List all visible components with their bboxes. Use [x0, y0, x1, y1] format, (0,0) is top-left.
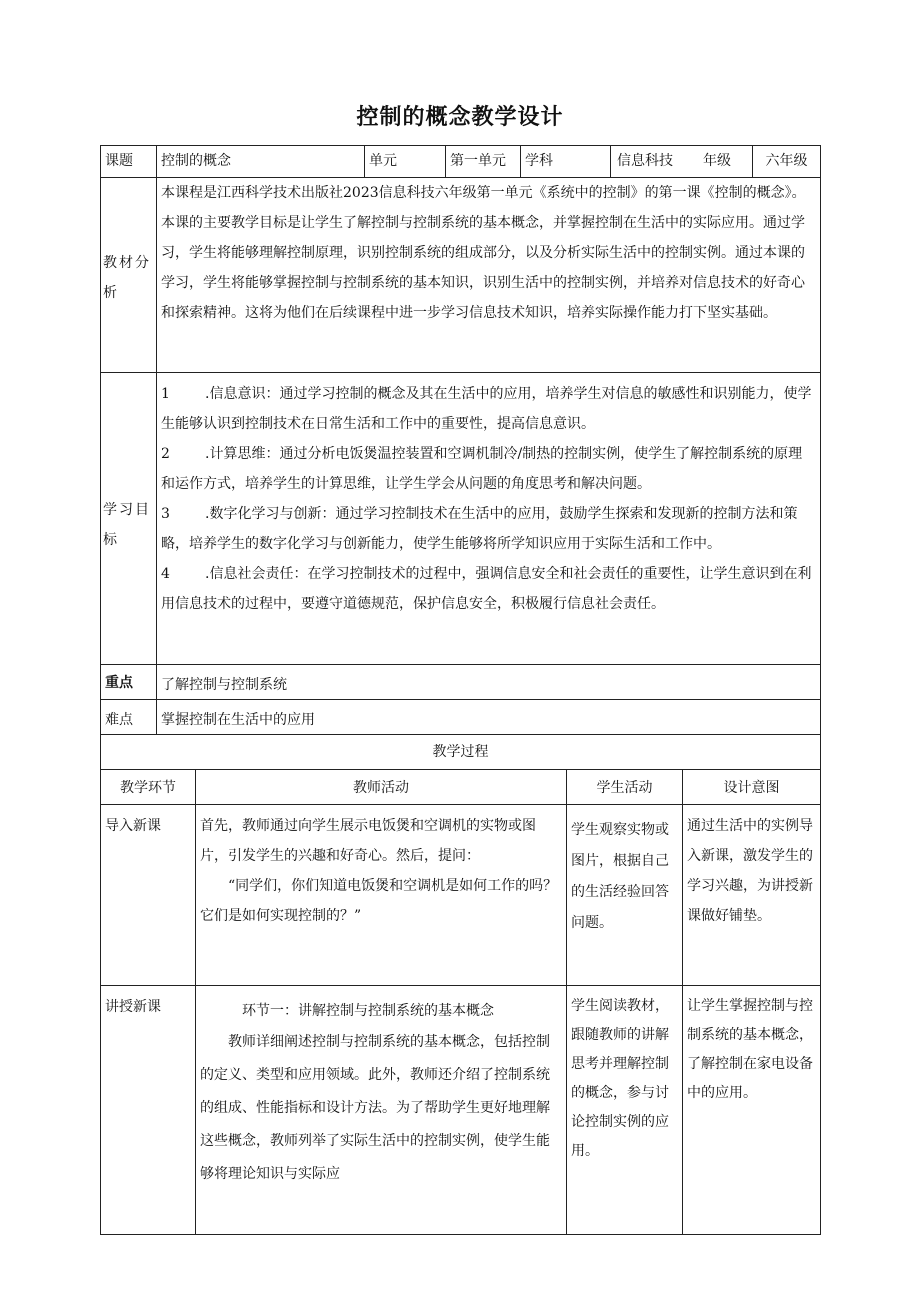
objectives-cell: [156, 372, 821, 665]
teacher-text: 首先，教师通过向学生展示电饭煲和空调机的实物或图片，引发学生的兴趣和好奇心。然后，提问：: [200, 818, 536, 864]
material-label-cell: [100, 177, 157, 373]
material-label: 教材分析: [103, 255, 151, 301]
teacher-text: 环节一：讲解控制与控制系统的基本概念: [242, 1003, 494, 1019]
lesson-label: 课题: [100, 145, 157, 178]
difficulty-value: 掌握控制在生活中的应用: [156, 699, 821, 735]
objective-item: 4 .信息社会责任：在学习控制技术的过程中，强调信息安全和社会责任的重要性，让学生意识到在利用信息技术的过程中，要遵守道德规范，保护信息安全，积极履行信息社会责任。: [161, 566, 812, 612]
subject-label: 学科: [520, 145, 611, 178]
key-point-value: 了解控制与控制系统: [156, 664, 821, 700]
table-row-student: 学生观察实物或图片，根据自己的生活经验回答问题。: [566, 804, 683, 986]
objective-item: 1 .信息意识：通过学习控制的概念及其在生活中的应用，培养学生对信息的敏感性和识别能力，使学生能够认识到控制技术在日常生活和工作中的重要性，提高信息意识。: [161, 386, 812, 432]
table-row-intent: 让学生掌握控制与控制系统的基本概念，了解控制在家电设备中的应用。: [682, 985, 821, 1235]
document-title: 控制的概念教学设计: [356, 105, 564, 130]
col-student-header: 学生活动: [566, 769, 683, 805]
unit-value: 第一单元: [445, 145, 521, 178]
col-teacher-header: 教师活动: [195, 769, 567, 805]
teacher-text: “同学们，你们知道电饭煲和空调机是如何工作的吗？它们是如何实现控制的？”: [200, 878, 558, 924]
table-row-stage: 导入新课: [100, 804, 196, 986]
table-row-teacher: [195, 804, 567, 986]
teacher-text: 教师详细阐述控制与控制系统的基本概念，包括控制的定义、类型和应用领域。此外，教师还介绍了控制系统的组成、性能指标和设计方法。为了帮助学生更好地理解这些概念，教师列举了实际生活中的控制实例，使学生能够将理论知识与实际应: [200, 1034, 550, 1182]
table-row-student: 学生阅读教材，跟随教师的讲解思考并理解控制的概念，参与讨论控制实例的应用。: [566, 985, 683, 1235]
grade-value: 六年级: [752, 145, 821, 178]
table-row-teacher: [195, 985, 567, 1235]
grade-label: 年级: [703, 153, 731, 169]
objectives-label-cell: [100, 372, 157, 665]
table-row-stage: 讲授新课: [100, 985, 196, 1235]
col-intent-header: 设计意图: [682, 769, 821, 805]
lesson-value: 控制的概念: [156, 145, 365, 178]
material-text: 本课程是江西科学技术出版社2023信息科技六年级第一单元《系统中的控制》的第一课《控制的概念》。本课的主要教学目标是让学生了解控制与控制系统的基本概念，并掌握控制在生活中的实际应用。通过学习，学生将能够理解控制原理，识别控制系统的组成部分，以及分析实际生活中的控制实例。通过本课的学习，学生将能够掌握控制与控制系统的基本知识，识别生活中的控制实例，并培养对信息技术的好奇心和探索精神。这将为他们在后续课程中进一步学习信息技术知识，培养实际操作能力打下坚实基础。: [156, 177, 821, 373]
objectives-label: 学习目标: [103, 502, 151, 548]
objective-item: 3 .数字化学习与创新：通过学习控制技术在生活中的应用，鼓励学生探索和发现新的控制方法和策略，培养学生的数字化学习与创新能力，使学生能够将所学知识应用于实际生活和工作中。: [161, 506, 798, 552]
subject-grade-cell: [610, 145, 753, 178]
difficulty-label: 难点: [100, 699, 157, 735]
subject-value: 信息科技: [617, 153, 673, 169]
col-stage-header: 教学环节: [100, 769, 196, 805]
key-point-label: 重点: [100, 664, 157, 700]
unit-label: 单元: [364, 145, 446, 178]
process-title: 教学过程: [100, 734, 821, 770]
table-row-intent: 通过生活中的实例导入新课，激发学生的学习兴趣，为讲授新课做好铺垫。: [682, 804, 821, 986]
objective-item: 2 .计算思维：通过分析电饭煲温控装置和空调机制冷/制热的控制实例，使学生了解控制系统的原理和运作方式，培养学生的计算思维，让学生学会从问题的角度思考和解决问题。: [161, 446, 803, 492]
